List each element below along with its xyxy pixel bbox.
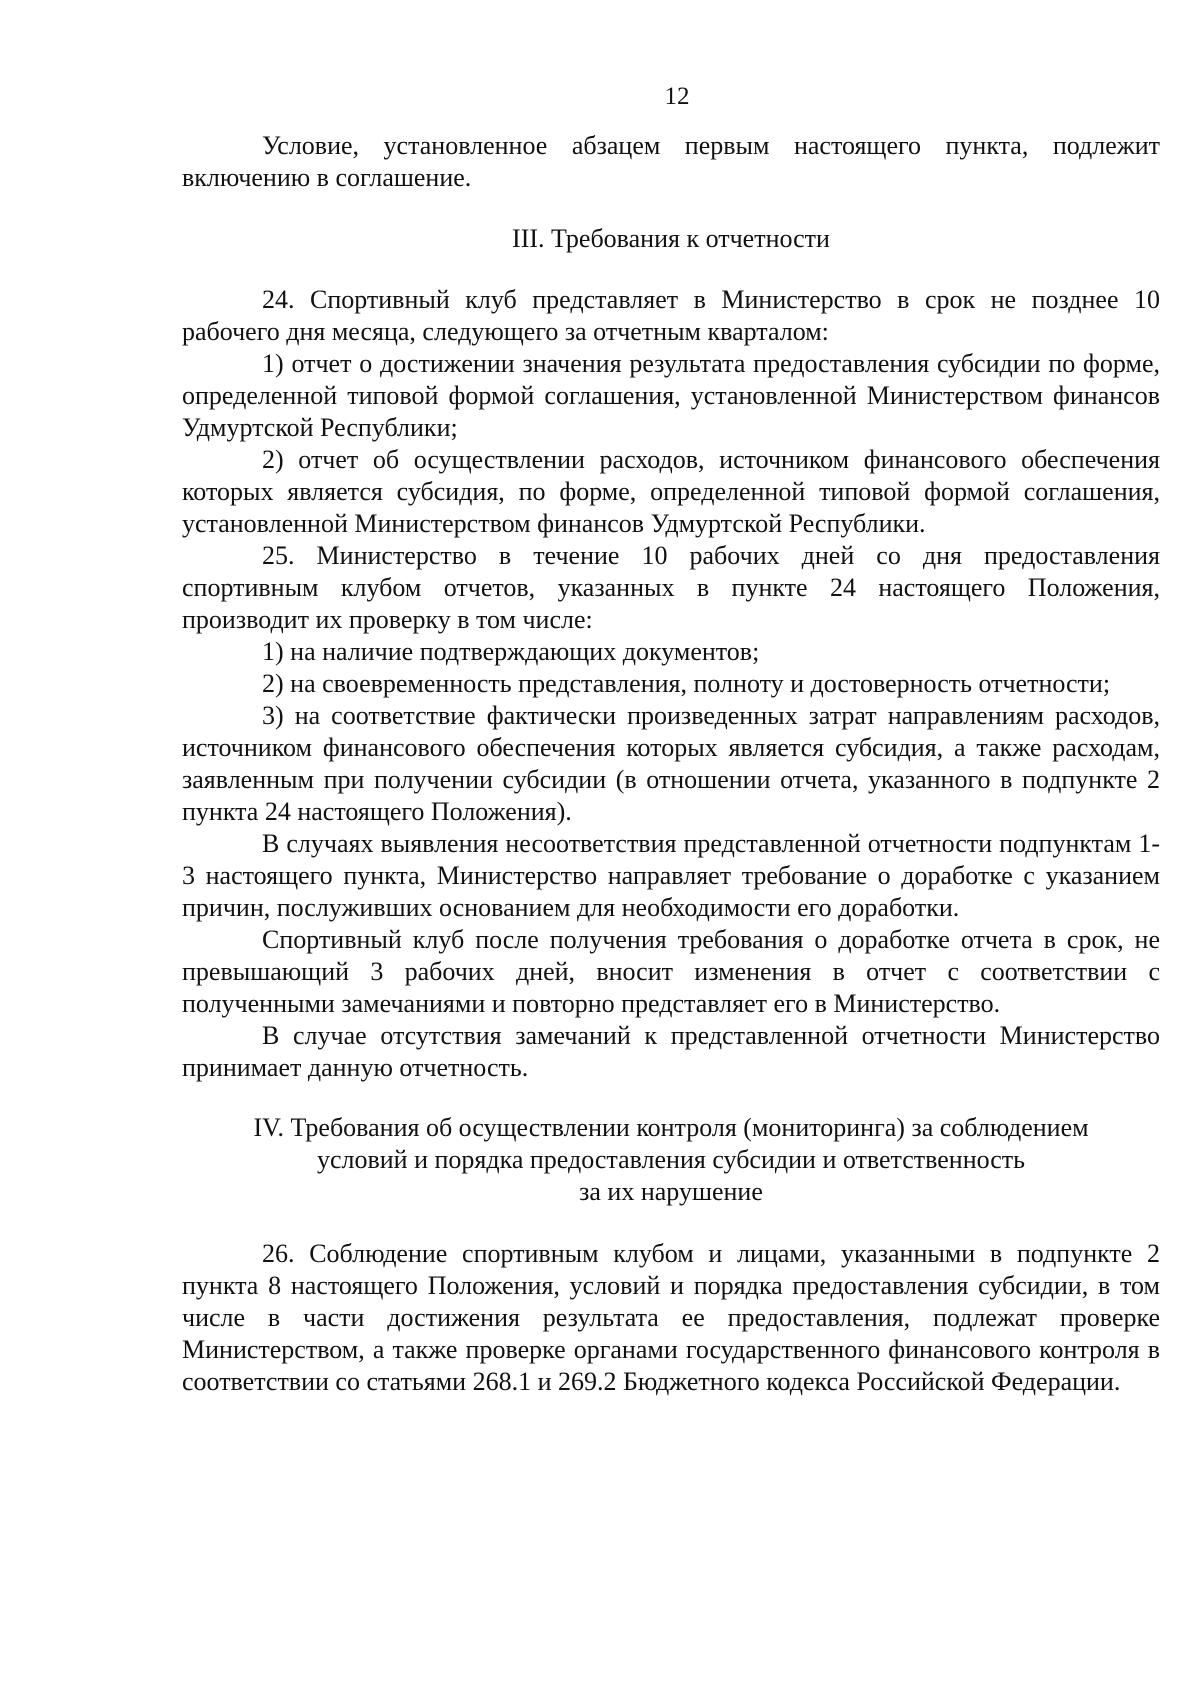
paragraph-25-acceptance: В случае отсутствия замечаний к представленной отчетности Министерство принимает данную отчетность. [182, 1021, 1160, 1082]
section-4-heading-line-3: за их нарушение [579, 1177, 763, 1206]
document-body [182, 130, 1160, 1398]
paragraph-25-revision: Спортивный клуб после получения требования о доработке отчета в срок, не превышающий 3 рабочих дней, вносит изменения в отчет с соответствии с полученными замечаниями и повторно представляет его в Министерство. [182, 925, 1160, 1018]
paragraph-25: 25. Министерство в течение 10 рабочих дней со дня предоставления спортивным клубом отчетов, указанных в пункте 24 настоящего Положения, производит их проверку в том числе: [182, 541, 1160, 634]
paragraph-25-nonconformity: В случаях выявления несоответствия представленной отчетности подпунктам 1-3 настоящего пункта, Министерство направляет требование о доработке с указанием причин, послуживших основанием для необходимости его доработки. [182, 829, 1160, 922]
paragraph-26: 26. Соблюдение спортивным клубом и лицами, указанными в подпункте 2 пункта 8 настоящего Положения, условий и порядка предоставления субсидии, в том числе в части достижения результата ее предоставления, подлежат проверке Министерством, а также проверке органами государственного финансового контроля в соответствии со статьями 268.1 и 269.2 Бюджетного кодекса Российской Федерации. [182, 1239, 1160, 1396]
section-4-heading-line-1: IV. Требования об осуществлении контроля (мониторинга) за соблюдением [253, 1113, 1089, 1142]
paragraph-24-item-1: 1) отчет о достижении значения результата предоставления субсидии по форме, определенной типовой формой соглашения, установленной Министерством финансов Удмуртской Республики; [182, 349, 1160, 442]
section-4-heading [182, 1112, 1160, 1208]
opening-paragraph: Условие, установленное абзацем первым настоящего пункта, подлежит включению в соглашение. [182, 131, 1160, 192]
paragraph-25-item-1: 1) на наличие подтверждающих документов; [262, 637, 760, 666]
section-3-heading: III. Требования к отчетности [512, 224, 830, 253]
paragraph-24-item-2: 2) отчет об осуществлении расходов, источником финансового обеспечения которых является субсидия, по форме, определенной типовой формой соглашения, установленной Министерством финансов Удмуртской Республики. [182, 445, 1160, 538]
section-4-heading-line-2: условий и порядка предоставления субсидии и ответственность [316, 1145, 1026, 1174]
page-number: 12 [664, 83, 690, 110]
paragraph-24: 24. Спортивный клуб представляет в Министерство в срок не позднее 10 рабочего дня месяца, следующего за отчетным кварталом: [182, 285, 1160, 346]
paragraph-25-item-2: 2) на своевременность представления, полноту и достоверность отчетности; [262, 669, 1111, 698]
paragraph-25-item-3: 3) на соответствие фактически произведенных затрат направлениям расходов, источником финансового обеспечения которых является субсидия, а также расходам, заявленным при получении субсидии (в отношении отчета, указанного в подпункте 2 пункта 24 настоящего Положения). [182, 701, 1160, 826]
